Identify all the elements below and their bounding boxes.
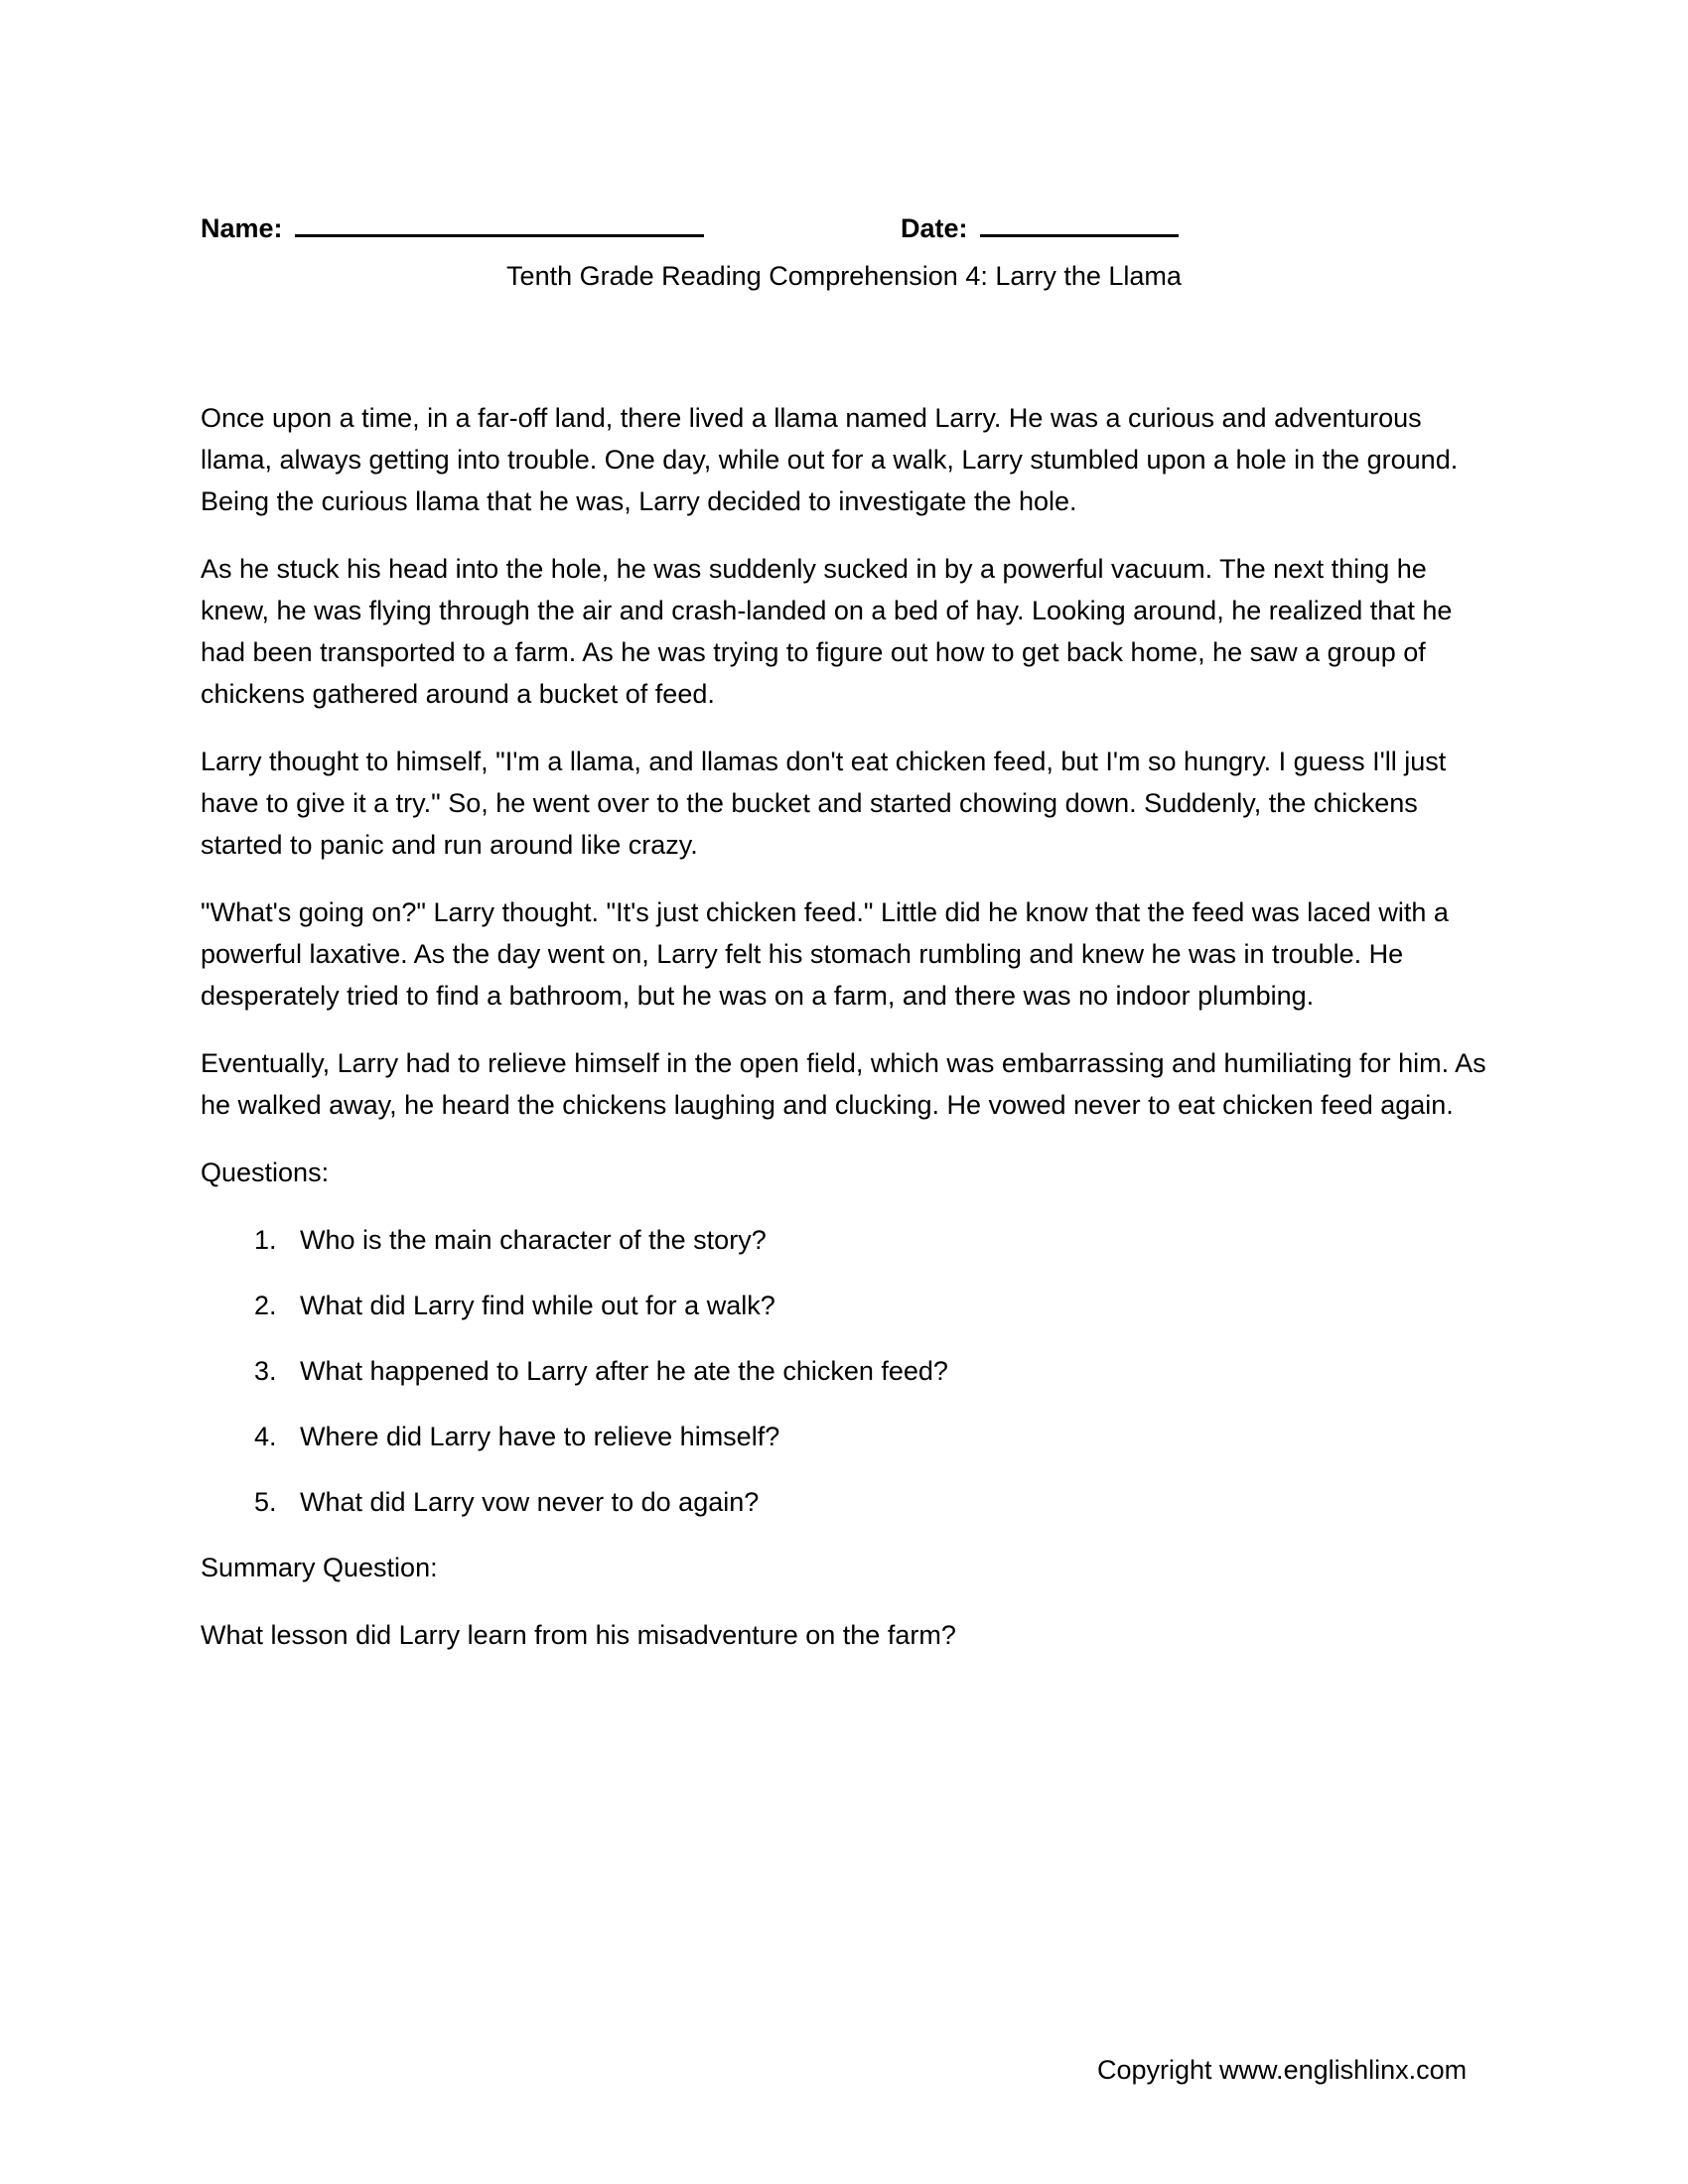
copyright-notice: Copyright www.englishlinx.com <box>1097 2055 1468 2085</box>
question-item <box>254 1219 1499 1261</box>
worksheet-title: Tenth Grade Reading Comprehension 4: Larry the Llama <box>506 261 1182 291</box>
story-paragraph: Once upon a time, in a far-off land, there lived a llama named Larry. He was a curious and adventurous llama, always getting into trouble. One day, while out for a walk, Larry stumbled upon a hole in the ground. Being the curious llama that he was, Larry decided to investigate the hole. <box>201 403 1459 516</box>
question-number: 5. <box>254 1487 277 1517</box>
question-text: What happened to Larry after he ate the chicken feed? <box>300 1356 948 1386</box>
summary-question-text: What lesson did Larry learn from his misadventure on the farm? <box>201 1620 956 1650</box>
name-blank-line <box>295 205 704 237</box>
date-label: Date: <box>901 213 968 243</box>
story-paragraph: Larry thought to himself, "I'm a llama, and llamas don't eat chicken feed, but I'm so hungry. I guess I'll just have to give it a try." So, he went over to the bucket and started chowing down. Suddenly, the chickens started to panic and run around like crazy. <box>201 747 1447 860</box>
question-item <box>254 1481 1499 1523</box>
date-blank-line <box>980 205 1179 237</box>
story-paragraph: As he stuck his head into the hole, he was suddenly sucked in by a powerful vacuum. The next thing he knew, he was flying through the air and crash-landed on a bed of hay. Looking around, he realized that he had been transported to a farm. As he was trying to figure out how to get back home, he saw a group of chickens gathered around a bucket of feed. <box>201 554 1453 709</box>
question-number: 1. <box>254 1225 277 1255</box>
name-label: Name: <box>201 213 283 243</box>
worksheet-body <box>201 397 1499 1682</box>
question-item <box>254 1285 1499 1326</box>
question-item <box>254 1416 1499 1457</box>
question-text: Who is the main character of the story? <box>300 1225 767 1255</box>
questions-list <box>201 1219 1499 1523</box>
story-paragraph: "What's going on?" Larry thought. "It's just chicken feed." Little did he know that the feed was laced with a powerful laxative. As the day went on, Larry felt his stomach rumbling and knew he was in trouble. He desperately tried to find a bathroom, but he was on a farm, and there was no indoor plumbing. <box>201 897 1449 1011</box>
question-item <box>254 1350 1499 1392</box>
question-number: 4. <box>254 1422 277 1451</box>
questions-heading: Questions: <box>201 1158 330 1187</box>
date-field <box>901 205 1179 244</box>
name-field <box>201 205 704 244</box>
question-number: 3. <box>254 1356 277 1386</box>
summary-question-heading: Summary Question: <box>201 1553 438 1582</box>
question-number: 2. <box>254 1291 277 1320</box>
question-text: What did Larry vow never to do again? <box>300 1487 760 1517</box>
question-text: Where did Larry have to relieve himself? <box>300 1422 780 1451</box>
question-text: What did Larry find while out for a walk? <box>300 1291 775 1320</box>
story-paragraph: Eventually, Larry had to relieve himself in the open field, which was embarrassing and humiliating for him. As he walked away, he heard the chickens laughing and clucking. He vowed never to eat chicken feed again. <box>201 1048 1486 1120</box>
